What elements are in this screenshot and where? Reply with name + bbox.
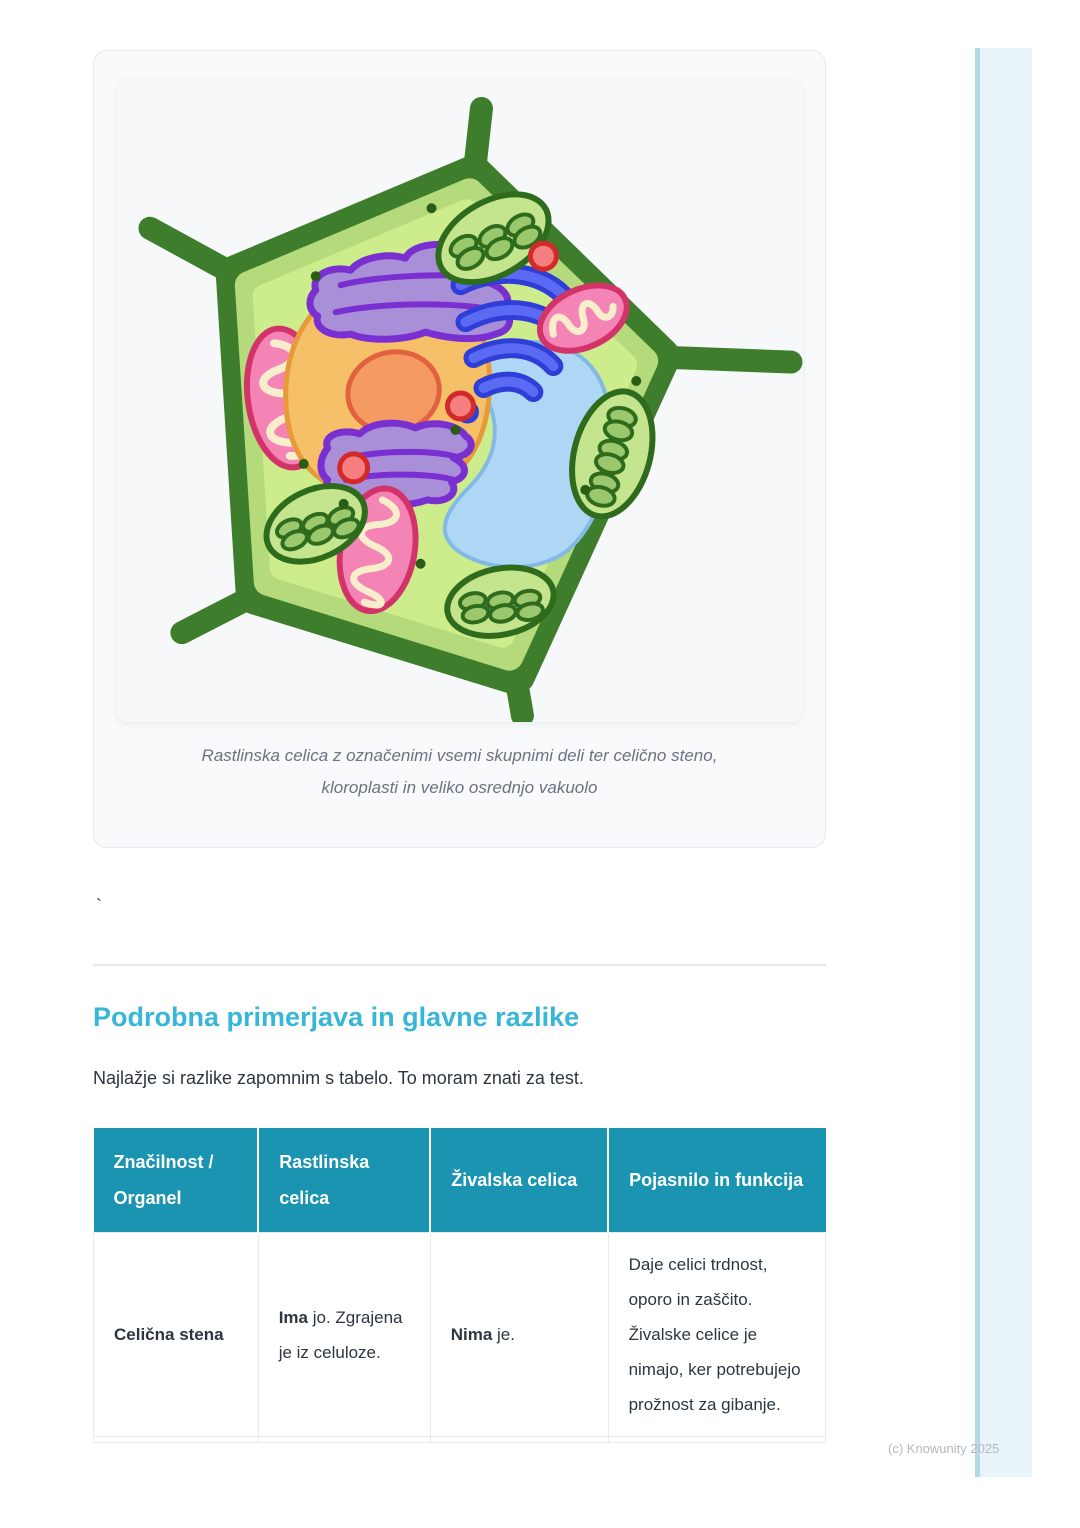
figure-caption-line2: kloroplasti in veliko osrednjo vakuolo xyxy=(321,778,598,797)
stray-backtick-text: ` xyxy=(96,896,102,916)
cell-plant-rest: jo. Zgrajena je iz celuloze. xyxy=(278,1307,403,1362)
cell-animal-rest: je. xyxy=(492,1325,515,1344)
header-feature: Značilnost / Organel xyxy=(94,1128,259,1233)
figure-caption-line1: Rastlinska celica z označenimi vsemi skupnimi deli ter celično steno, xyxy=(201,746,718,765)
cell-animal-value xyxy=(430,1233,608,1437)
figure-caption xyxy=(116,740,803,804)
header-explanation: Pojasnilo in funkcija xyxy=(608,1128,825,1233)
cell-plant-value xyxy=(258,1233,430,1437)
figure-card xyxy=(93,50,826,848)
section-intro-text: Najlažje si razlike zapomnim s tabelo. To moram znati za test. xyxy=(93,1068,584,1088)
page-content xyxy=(93,0,826,1443)
table-row xyxy=(94,1233,826,1437)
watermark-text: (c) Knowunity 2025 xyxy=(888,1441,1000,1456)
header-animal-cell: Živalska celica xyxy=(430,1128,608,1233)
comparison-table-header xyxy=(94,1128,826,1233)
header-row xyxy=(94,1128,826,1233)
right-scroll-strip xyxy=(975,48,1032,1477)
cell-explanation: Daje celici trdnost, oporo in zaščito. Živalske celice je nimajo, ker potrebujejo prožnost za gibanje. xyxy=(608,1233,825,1437)
cell-animal-bold: Nima xyxy=(450,1325,493,1344)
cell-feature: Celična stena xyxy=(94,1233,259,1437)
plant-cell-diagram xyxy=(116,80,803,722)
cell-plant-bold: Ima xyxy=(278,1307,308,1327)
comparison-table xyxy=(93,1128,826,1443)
section-heading: Podrobna primerjava in glavne razlike xyxy=(93,1002,580,1032)
header-plant-cell: Rastlinska celica xyxy=(258,1128,430,1233)
figure-image-panel xyxy=(116,80,803,722)
table-row-partial xyxy=(94,1437,826,1443)
section-divider xyxy=(93,964,826,966)
